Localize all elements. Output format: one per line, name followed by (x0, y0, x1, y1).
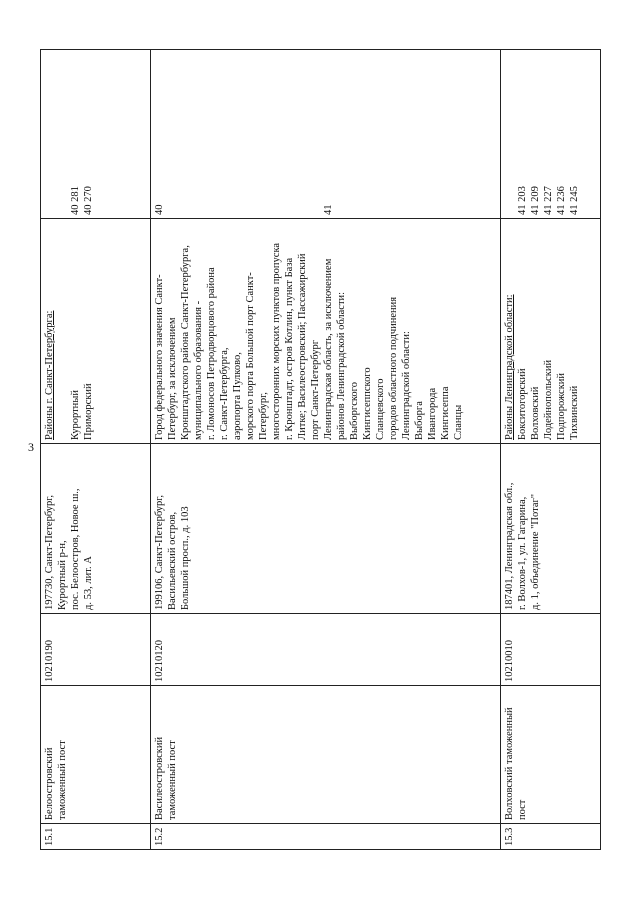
competence-territory (501, 219, 601, 444)
post-code: 10210010 (501, 614, 601, 686)
post-name: Белоостровский таможенный пост (41, 686, 151, 824)
okato-codes: 41 203 41 209 41 227 41 236 41 245 (501, 50, 601, 219)
row-number: 15.3 (501, 824, 601, 850)
district: Подпорожский (556, 372, 567, 440)
district: Бокситогорский (517, 368, 528, 440)
districts-header: Районы г. Санкт-Петербурга: (44, 310, 55, 440)
post-code: 10210190 (41, 614, 151, 686)
customs-posts-table (40, 49, 601, 850)
district: Курортный (70, 390, 81, 440)
competence-territory (41, 219, 151, 444)
page-number: 3 (28, 440, 34, 454)
table-row (41, 50, 151, 850)
district: Приморский (83, 383, 94, 440)
okato-codes: 40 41 (151, 50, 501, 219)
table-row (501, 50, 601, 850)
okato-codes: 40 281 40 270 (41, 50, 151, 219)
table-row (151, 50, 501, 850)
post-address: 199106, Санкт-Петербург, Васильевский остров, Большой просп., д. 103 (151, 444, 501, 614)
district: Тихвинский (569, 385, 580, 440)
post-address: 197730, Санкт-Петербург, Курортный р-н, пос. Белоостров, Новое ш., д. 53, лит. А (41, 444, 151, 614)
post-name: Волховский таможенный пост (501, 686, 601, 824)
row-number: 15.2 (151, 824, 501, 850)
districts-header: Районы Ленинградской области: (504, 294, 515, 440)
competence-territory: Город федерального значения Санкт- Петербург, за исключением Кронштадтского района Санкт-Петербурга, муниципального образования - г. Ломоносов Петродворцового района г. Санкт-Петербурга, аэропорта Пулково, морского порта Большой порт Санкт- Петербург, многосторонних морских пунктов пропуска г. Кронштадт, остров Котлин, пункт База Литке; Василеостровский; Пассажирский порт Санкт-Петербург Ленинградская область, за исключением районов Ленинградской области: Выборгского Кингисеппского Сланцевского городов областного подчинения Ленинградской области: Выборга Ивангорода Кингисеппа Сланцы (151, 219, 501, 444)
district: Волховский (530, 386, 541, 440)
post-address: 187401, Ленинградская обл., г. Волхов-1, ул. Гагарина, д. 1, объединение "Потаг" (501, 444, 601, 614)
rotated-document (40, 50, 600, 850)
district: Лодейнопольский (543, 359, 554, 440)
post-code: 10210120 (151, 614, 501, 686)
row-number: 15.1 (41, 824, 151, 850)
post-name: Василеостровский таможенный пост (151, 686, 501, 824)
